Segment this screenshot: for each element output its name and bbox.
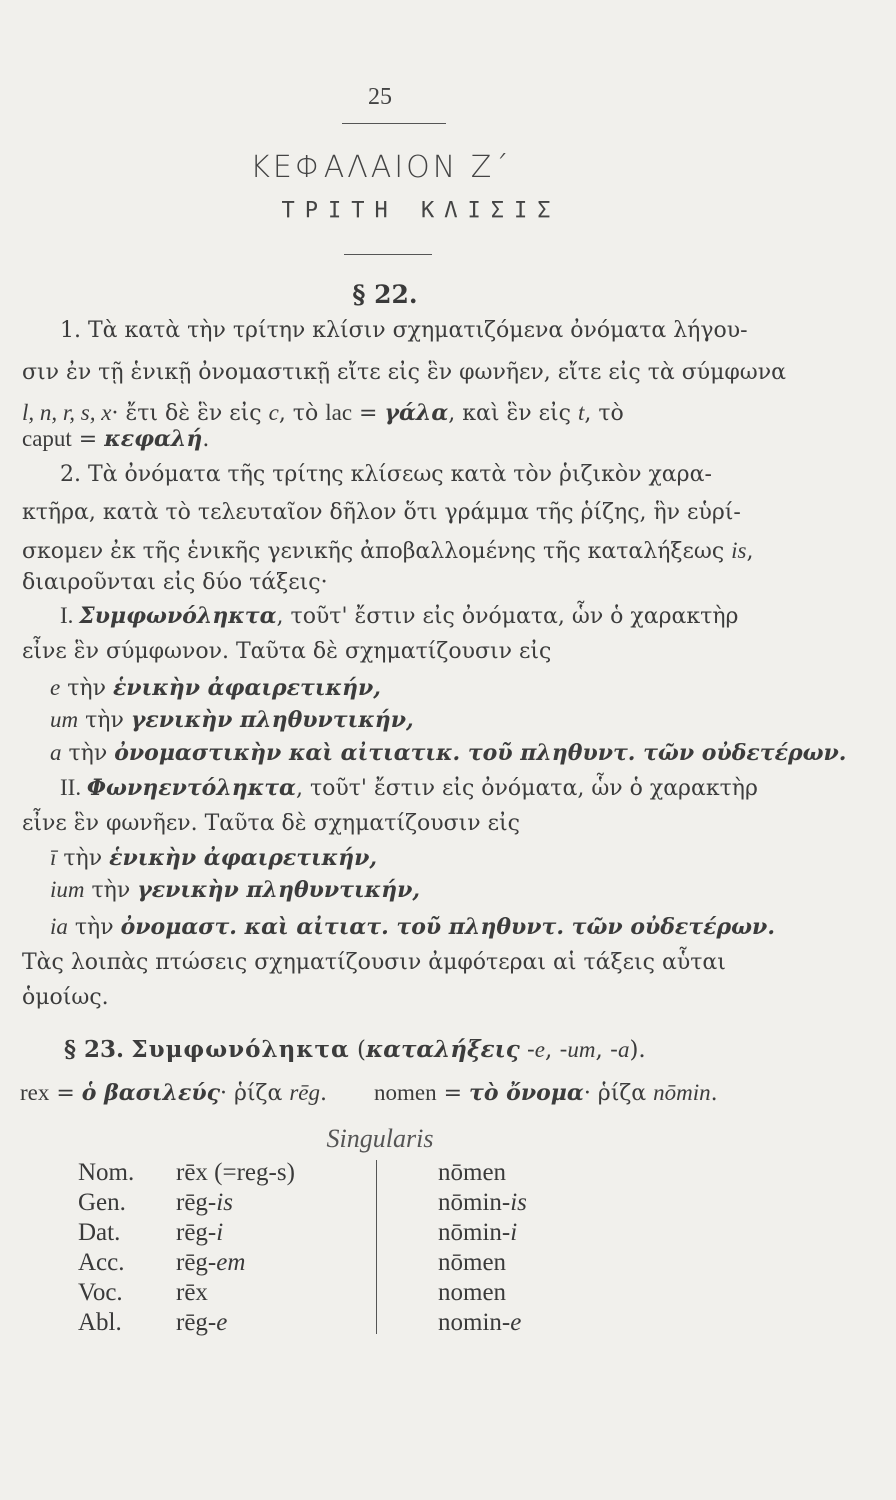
nomen-form: nōmin-is xyxy=(438,1189,527,1216)
chapter-title: ΚΕΦΑΛΑΙΟΝ Ζ΄ xyxy=(250,150,512,185)
case-label: Nom. xyxy=(78,1159,135,1186)
case-label: Acc. xyxy=(78,1249,125,1276)
class2-ending-ium: ium τὴν γενικὴν πληθυντικήν, xyxy=(50,877,421,903)
class2-ending-i: ī τὴν ἑνικὴν ἀφαιρετικήν, xyxy=(50,845,378,871)
nomen-form: nōmen xyxy=(438,1249,507,1276)
rex-form: rēg-em xyxy=(176,1249,246,1276)
nomen-form: nōmen xyxy=(438,1159,507,1186)
para1-line1: 1. Τὰ κατὰ τὴν τρίτην κλίσιν σχηματιζόμενα ὀνόματα λήγου- xyxy=(60,318,748,343)
para1-line4: caput = κεφαλή. xyxy=(22,426,210,452)
class1-line1: I. Συμφωνόληκτα, τοῦτ' ἔστιν εἰς ὀνόματα, ὧν ὁ χαρακτὴρ xyxy=(60,603,739,629)
example-nomen: nomen = τὸ ὄνομα· ῥίζα nōmin. xyxy=(374,1080,718,1106)
case-label: Dat. xyxy=(78,1219,121,1246)
paradigm-title: Singularis xyxy=(326,1124,434,1153)
para2-line2: κτῆρα, κατὰ τὸ τελευταῖον δῆλον ὅτι γράμμα τῆς ῥίζης, ἣν εὑρί- xyxy=(22,500,741,525)
section-22-heading: § 22. xyxy=(352,280,418,309)
class1-ending-um: um τὴν γενικὴν πληθυντικήν, xyxy=(50,707,414,733)
class2-ending-ia: ia τὴν ὀνομαστ. καὶ αἰτιατ. τοῦ πληθυντ. τῶν οὐδετέρων. xyxy=(50,914,775,940)
nomen-form: nomin-e xyxy=(438,1309,522,1336)
rex-column xyxy=(176,1158,295,1338)
para2-line3: σκομεν ἐκ τῆς ἑνικῆς γενικῆς ἀποβαλλομένης τῆς καταλήξεως is, xyxy=(22,538,754,564)
para1-line2: σιν ἐν τῇ ἑνικῇ ὀνομαστικῇ εἴτε εἰς ἓν φωνῆεν, εἴτε εἰς τὰ σύμφωνα xyxy=(22,360,786,385)
nomen-form: nomen xyxy=(438,1279,507,1306)
chapter-subtitle: ΤΡΙΤΗ ΚΛΙΣΙΣ xyxy=(281,198,561,223)
para3-line1: Τὰς λοιπὰς πτώσεις σχηματίζουσιν ἀμφότεραι αἱ τάξεις αὗται xyxy=(22,950,726,975)
section-23-heading: § 23. Συμφωνόληκτα (καταλήξεις -e, -um, -a). xyxy=(64,1036,646,1063)
top-rule xyxy=(342,123,446,124)
nomen-form: nōmin-i xyxy=(438,1219,518,1246)
case-column xyxy=(78,1158,134,1338)
column-divider xyxy=(376,1160,377,1334)
case-label: Gen. xyxy=(78,1189,126,1216)
class2-line1: II. Φωνηεντόληκτα, τοῦτ' ἔστιν εἰς ὀνόματα, ὧν ὁ χαρακτὴρ xyxy=(60,775,758,801)
middle-rule xyxy=(344,254,432,255)
rex-form: rēg-e xyxy=(176,1309,228,1336)
class1-line2: εἶνε ἓν σύμφωνον. Ταῦτα δὲ σχηματίζουσιν εἰς xyxy=(22,639,552,664)
rex-form: rēg-is xyxy=(176,1189,233,1216)
class2-line2: εἶνε ἓν φωνῆεν. Ταῦτα δὲ σχηματίζουσιν εἰς xyxy=(22,811,520,836)
rex-form: rēx (=reg-s) xyxy=(176,1159,295,1186)
para2-line1: 2. Τὰ ὀνόματα τῆς τρίτης κλίσεως κατὰ τὸν ῥιζικὸν χαρα- xyxy=(60,462,712,487)
page-number: 25 xyxy=(368,84,392,110)
para1-line3: l, n, r, s, x· ἔτι δὲ ἓν εἰς c, τὸ lac = γάλα, καὶ ἓν εἰς t, τὸ xyxy=(22,400,624,426)
para3-line2: ὁμοίως. xyxy=(22,985,109,1010)
para2-line4: διαιροῦνται εἰς δύο τάξεις· xyxy=(22,570,328,595)
example-rex: rex = ὁ βασιλεύς· ῥίζα rēg. xyxy=(20,1080,327,1106)
class1-ending-a: a τὴν ὀνομαστικὴν καὶ αἰτιατικ. τοῦ πληθυντ. τῶν οὐδετέρων. xyxy=(50,740,847,766)
rex-form: rēx xyxy=(176,1279,208,1306)
case-label: Voc. xyxy=(78,1279,123,1306)
class1-ending-e: e τὴν ἑνικὴν ἀφαιρετικήν, xyxy=(50,675,381,701)
nomen-column xyxy=(438,1158,527,1338)
case-label: Abl. xyxy=(78,1309,122,1336)
rex-form: rēg-i xyxy=(176,1219,224,1246)
